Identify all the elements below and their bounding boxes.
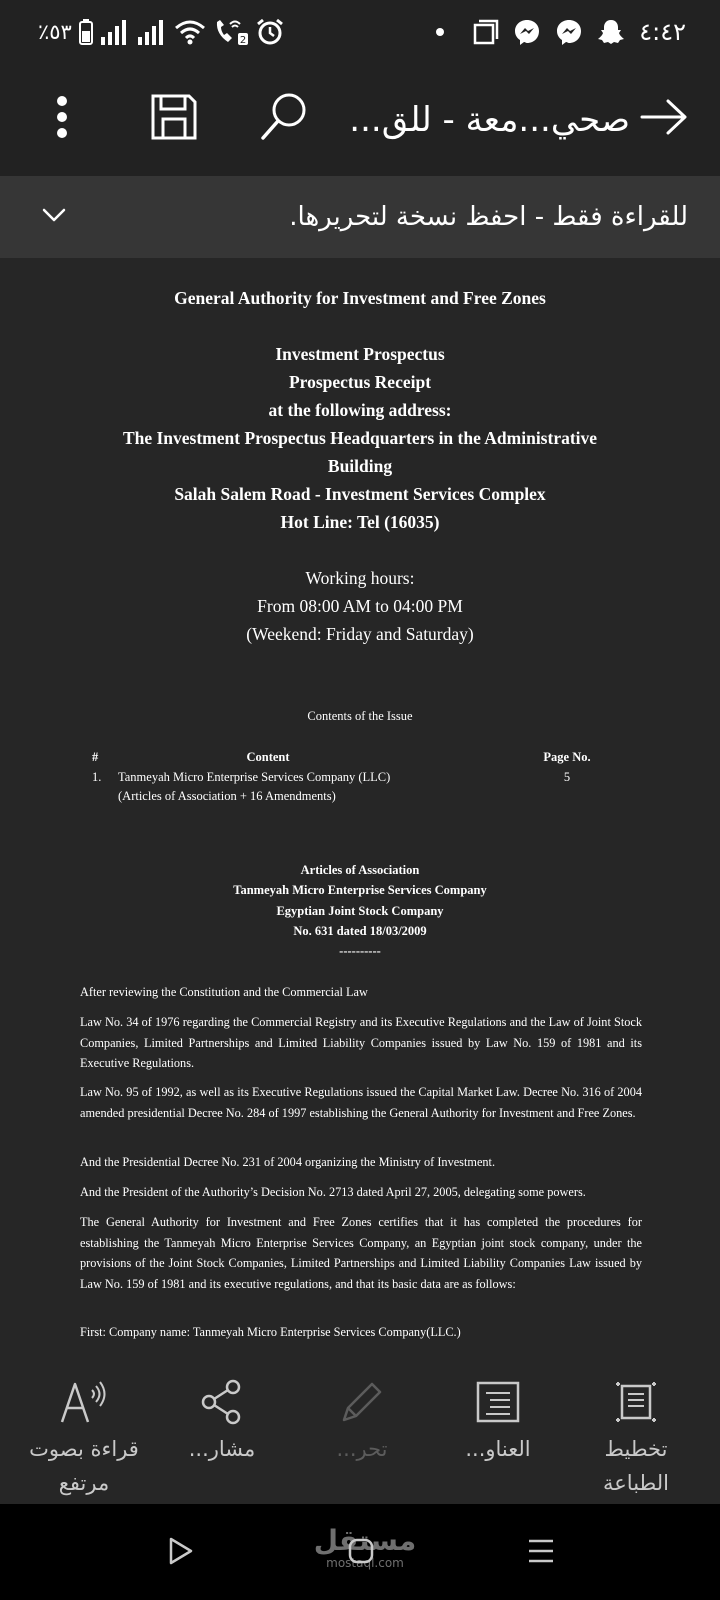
hotline-line: Hot Line: Tel (16035) [280, 512, 440, 532]
print-layout-label: تخطيط [604, 1437, 668, 1461]
paragraph: Law No. 34 of 1976 regarding the Commercial Registry and its Executive Regulations and the Law of Joint Stock Companies, Limited Partnerships and Limited Liability Companies issued by Law No. 159 of 1981 and its Executive Regulations. [80, 1015, 642, 1070]
messenger-icon [555, 18, 583, 46]
status-right [435, 14, 686, 50]
status-clock: ٤:٤٢ [639, 18, 686, 46]
working-hours-line: Working hours: [305, 568, 415, 588]
dot-icon [435, 27, 445, 37]
chevron-down-icon [42, 207, 66, 226]
system-nav-bar [0, 1504, 720, 1600]
search-icon [259, 92, 309, 146]
paragraph: And the Presidential Decree No. 231 of 2004 organizing the Ministry of Investment. [80, 1155, 496, 1169]
authority-heading: General Authority for Investment and Free Zones [174, 288, 546, 308]
row-content: Tanmeyah Micro Enterprise Services Company (LLC) [118, 770, 391, 784]
headings-icon [426, 1376, 570, 1428]
articles-line: Tanmeyah Micro Enterprise Services Company [233, 883, 487, 897]
wifi-calling-icon [213, 18, 249, 46]
header-line: Salah Salem Road - Investment Services Complex [174, 484, 546, 504]
header-line: Investment Prospectus [275, 344, 445, 364]
read-only-banner[interactable] [0, 176, 720, 258]
home-icon [347, 1537, 375, 1569]
nav-back-button[interactable] [156, 1528, 206, 1578]
bottom-action-bar [0, 1340, 720, 1504]
share-label: مشار... [188, 1437, 256, 1461]
contents-title: Contents of the Issue [307, 709, 413, 723]
pencil-icon [290, 1376, 434, 1428]
paragraph: First: Company name: Tanmeyah Micro Enterprise Services Company(LLC.) [80, 1325, 461, 1339]
signal-icon [100, 19, 130, 45]
paragraph: And the President of the Authority’s Decision No. 2713 dated April 27, 2005, delegating some powers. [80, 1185, 586, 1199]
print-layout-icon [564, 1376, 708, 1428]
wifi-icon [174, 19, 206, 45]
header-content: Content [246, 750, 290, 764]
battery-icon [79, 19, 93, 45]
more-options-button[interactable] [30, 87, 94, 151]
expand-banner-button[interactable] [34, 196, 74, 236]
header-line: The Investment Prospectus Headquarters in the Administrative [122, 428, 598, 448]
header-line: Prospectus Receipt [288, 372, 432, 392]
articles-line: No. 631 dated 18/03/2009 [293, 924, 427, 938]
row-page: 5 [563, 770, 571, 784]
header-page: Page No. [543, 750, 591, 764]
row-content-sub: (Articles of Association + 16 Amendments) [118, 789, 336, 803]
snapchat-icon [597, 18, 625, 46]
read-only-message: للقراءة فقط - احفظ نسخة لتحريرها. [289, 202, 688, 232]
nav-recents-button[interactable] [516, 1528, 566, 1578]
header-line: Building [327, 456, 393, 476]
row-number: 1. [92, 770, 102, 784]
edit-label: تحر... [336, 1437, 388, 1461]
share-button[interactable] [150, 1340, 294, 1504]
document-title: صحي...معة - للق... [349, 100, 630, 140]
nav-home-button[interactable] [336, 1528, 386, 1578]
paragraph: After reviewing the Constitution and the Commercial Law [80, 985, 368, 999]
header-line: at the following address: [268, 400, 452, 420]
headings-label: العناو... [465, 1437, 531, 1461]
edit-button[interactable] [290, 1340, 434, 1504]
print-layout-label-2: الطباعة [603, 1471, 669, 1495]
paragraph: The General Authority for Investment and Free Zones certifies that it has completed the procedures for establishing the Tanmeyah Micro Enterprise Services Company, an Egyptian joint stock company, under the provisions of the Joint Stock Companies, Limited Partnerships and Limited Liability Companies Law issued by Law No. 159 of 1981 and its executive regulations, and that its basic data are as follows: [80, 1215, 642, 1291]
save-button[interactable] [142, 87, 206, 151]
document-page[interactable] [0, 258, 720, 1340]
back-triangle-icon [168, 1536, 194, 1570]
separator-line: ---------- [339, 944, 381, 958]
working-hours-line: (Weekend: Friday and Saturday) [246, 624, 474, 644]
svg-text:2: 2 [239, 35, 247, 46]
more-vert-icon [52, 95, 72, 143]
read-aloud-label-2: مرتفع [58, 1471, 110, 1495]
articles-line: Articles of Association [300, 863, 420, 877]
status-left [38, 14, 284, 50]
contents-table [80, 748, 640, 808]
search-button[interactable] [252, 87, 316, 151]
read-aloud-button[interactable] [12, 1340, 156, 1504]
watermark-arabic: مستقل [313, 1524, 417, 1557]
save-icon [150, 93, 198, 145]
signal-icon [137, 19, 167, 45]
header-number: # [92, 750, 99, 764]
working-hours-line: From 08:00 AM to 04:00 PM [257, 596, 463, 616]
headings-button[interactable] [426, 1340, 570, 1504]
articles-line: Egyptian Joint Stock Company [276, 904, 444, 918]
app-toolbar [0, 62, 720, 176]
print-layout-button[interactable] [564, 1340, 708, 1504]
read-aloud-label: قراءة بصوت [29, 1437, 139, 1461]
alarm-icon [256, 18, 284, 46]
back-arrow-icon [640, 99, 688, 139]
paragraph: Law No. 95 of 1992, as well as its Executive Regulations issued the Capital Market Law. Decree No. 316 of 2004 amended presidential Decree No. 284 of 1997 establishing the General Authority for Investment and Free Zones. [80, 1085, 642, 1120]
status-bar [0, 0, 720, 62]
table-row [80, 768, 640, 808]
stack-icon [473, 19, 499, 45]
battery-percent: ٪٥٣ [38, 20, 72, 44]
watermark-url: mostaql.com [326, 1556, 404, 1570]
recents-icon [527, 1538, 555, 1568]
messenger-icon [513, 18, 541, 46]
read-aloud-icon [12, 1376, 156, 1428]
contents-header-row [80, 748, 640, 768]
back-button[interactable] [632, 87, 696, 151]
share-icon [150, 1376, 294, 1428]
